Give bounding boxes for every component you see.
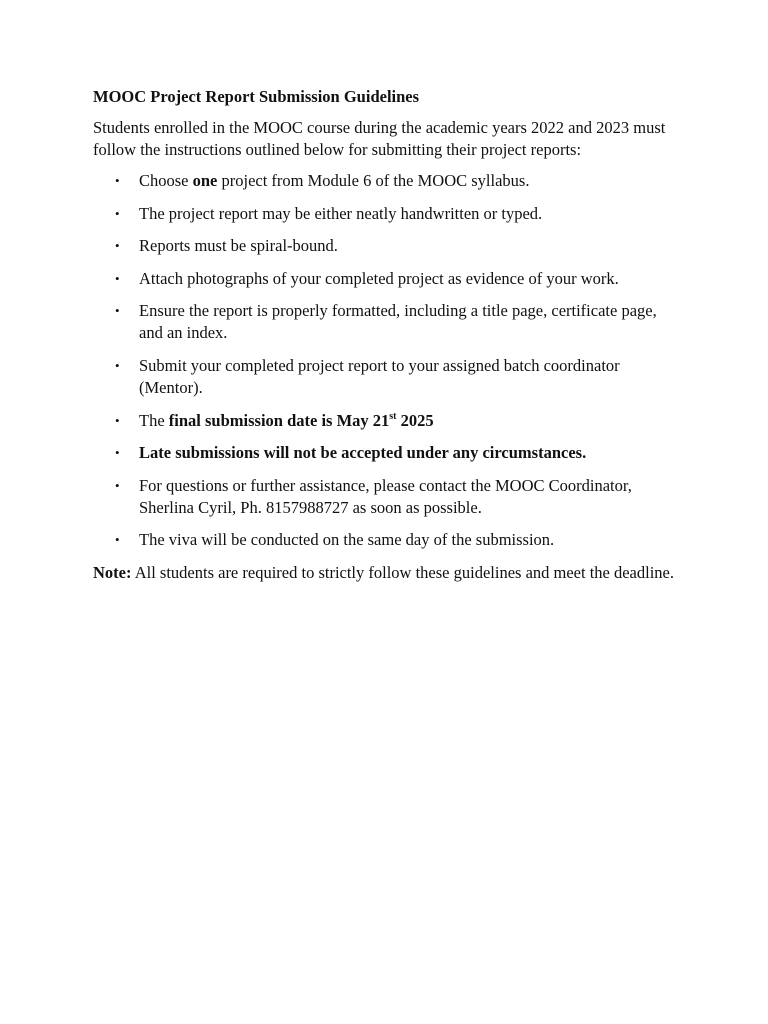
late-submission-warning: Late submissions will not be accepted under any circumstances. <box>139 443 587 463</box>
item-text: The viva will be conducted on the same day of the submission. <box>139 530 555 550</box>
list-item <box>93 442 683 464</box>
bullet-icon: • <box>115 412 120 428</box>
bullet-icon: • <box>115 445 120 461</box>
guidelines-list <box>93 170 683 551</box>
item-text: Attach photographs of your completed project as evidence of your work. <box>139 268 619 288</box>
list-item <box>93 170 683 192</box>
submission-year: 2025 <box>396 410 434 430</box>
note-label: Note: <box>93 562 132 582</box>
bullet-icon: • <box>115 532 120 548</box>
bullet-icon: • <box>115 270 120 286</box>
list-item <box>93 529 683 551</box>
bullet-icon: • <box>115 477 120 493</box>
item-text: Choose <box>139 171 193 190</box>
bullet-icon: • <box>115 205 120 221</box>
list-item <box>93 235 683 257</box>
item-bold-text: one <box>192 171 218 190</box>
bullet-icon: • <box>115 238 120 254</box>
note-text: All students are required to strictly follow these guidelines and meet the deadline. <box>131 562 675 582</box>
document-page <box>93 86 683 584</box>
date-ordinal-suffix: st <box>389 410 397 422</box>
item-text: Submit your completed project report to your assigned batch coordinator (Mentor). <box>139 355 620 397</box>
list-item <box>93 410 683 432</box>
item-text: The project report may be either neatly handwritten or typed. <box>139 203 543 223</box>
list-item <box>93 355 683 399</box>
item-text: For questions or further assistance, please contact the MOOC Coordinator, Sherlina Cyril, Ph. 8157988727 as soon as possible. <box>139 475 632 517</box>
list-item <box>93 268 683 290</box>
submission-date-label: final submission date is May 21 <box>168 410 390 430</box>
item-text: The <box>139 410 169 430</box>
list-item <box>93 203 683 225</box>
bullet-icon: • <box>115 303 120 319</box>
note-paragraph <box>93 562 683 584</box>
bullet-icon: • <box>115 357 120 373</box>
document-title: MOOC Project Report Submission Guidelines <box>93 87 420 106</box>
bullet-icon: • <box>115 173 120 188</box>
list-item <box>93 475 683 519</box>
list-item <box>93 300 683 344</box>
item-text: project from Module 6 of the MOOC syllabus. <box>217 171 530 190</box>
item-text: Ensure the report is properly formatted, including a title page, certificate page, and an index. <box>139 301 657 343</box>
intro-paragraph: Students enrolled in the MOOC course during the academic years 2022 and 2023 must follow the instructions outlined below for submitting their project reports: <box>93 118 666 159</box>
item-text: Reports must be spiral-bound. <box>139 236 338 256</box>
